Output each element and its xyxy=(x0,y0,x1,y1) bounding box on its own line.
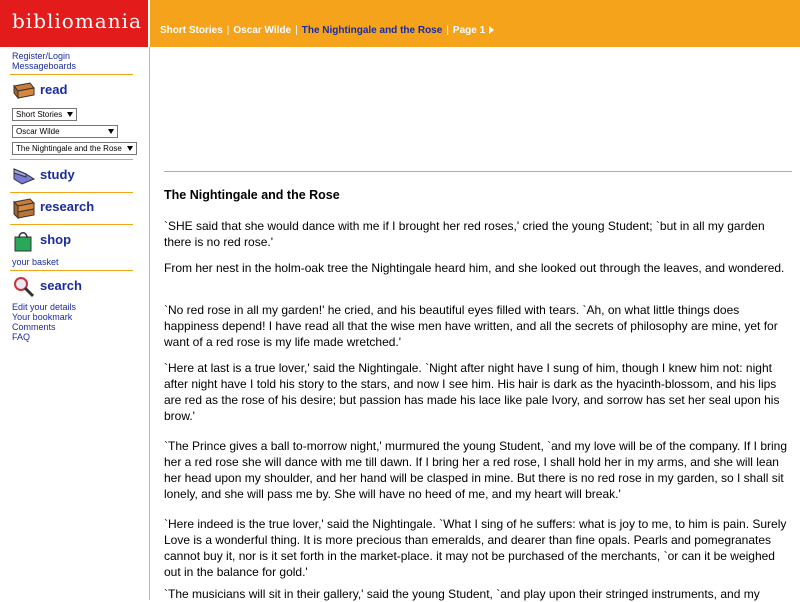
nav-research-label: research xyxy=(40,199,95,214)
breadcrumb-separator: | xyxy=(446,25,449,36)
faq-link[interactable]: FAQ xyxy=(12,332,31,342)
story-paragraph: `SHE said that she would dance with me if I brought her red roses,' cried the young Student; `but in all my garden there is no red rose.' xyxy=(164,219,765,249)
story-paragraph: `The musicians will sit in their gallery,' said the young Student, `and play upon their stringed instruments, and my xyxy=(164,587,760,601)
sidebar-divider xyxy=(10,159,133,160)
breadcrumb-separator: | xyxy=(226,25,230,36)
breadcrumb xyxy=(160,25,494,36)
nav-shop-label: shop xyxy=(40,232,72,247)
genre-select-value: Short Stories xyxy=(16,110,63,119)
content-divider xyxy=(164,171,792,172)
nav-study-label: study xyxy=(40,167,75,182)
page-title: The Nightingale and the Rose xyxy=(164,188,340,202)
title-select-value: The Nightingale and the Rose xyxy=(16,144,122,153)
title-select[interactable] xyxy=(12,142,137,155)
book-icon xyxy=(12,80,36,102)
comments-link[interactable]: Comments xyxy=(12,322,56,332)
bibliomania-logo[interactable] xyxy=(0,0,150,47)
breadcrumb-separator: | xyxy=(295,25,298,36)
research-books-icon xyxy=(12,197,36,219)
register-login-link[interactable]: Register/Login xyxy=(12,51,71,61)
story-paragraph: `Here at last is a true lover,' said the Nightingale. `Night after night have I sung of him, though I knew him not: night after night have I told his story to the stars, and now I see him. His hair is dark as the hyacinth-blossom, and his lips are red as the rose of his desire; but passion has made his lace like pale Ivory, and sorrow has set her seal upon his brow.' xyxy=(164,361,780,423)
story-paragraph: `The Prince gives a ball to-morrow night,' murmured the young Student, `and my love will be of the company. If I bring her a red rose she will dance with me till dawn. If I bring her a red rose, I shall hold her in my arms, and she will lean her head upon my shoulder, and her hand will be clasped in mine. But there is no red rose in my garden, so I shall sit lonely, and she will pass me by. She will have no heed of me, and my heart will break.' xyxy=(164,439,788,501)
chevron-down-icon xyxy=(67,112,73,117)
chevron-down-icon xyxy=(108,129,114,134)
sidebar xyxy=(0,47,150,600)
breadcrumb-page[interactable]: Page 1 xyxy=(452,25,486,36)
genre-select[interactable] xyxy=(12,108,77,121)
story-paragraph: `No red rose in all my garden!' he cried, and his beautiful eyes filled with tears. `Ah, on what little things does happiness depend! I have read all that the wise men have written, and all the secrets of philosophy are mine, yet for want of a red rose is my life made wretched.' xyxy=(164,303,778,349)
chevron-down-icon xyxy=(127,146,133,151)
logo-text: bibliomania xyxy=(12,9,142,33)
author-select[interactable] xyxy=(12,125,118,138)
edit-details-link[interactable]: Edit your details xyxy=(12,302,77,312)
your-bookmark-link[interactable]: Your bookmark xyxy=(12,312,73,322)
story-paragraph: `Here indeed is the true lover,' said the Nightingale. `What I sing of he suffers: what is joy to me, to him is pain. Surely Love is a wonderful thing. It is more precious than emeralds, and dearer than fine opals. Pearls and pomegranates cannot buy it, nor is it set forth in the market-place. it may not be purchased of the merchants, `or can it be weighed out in the balance for gold.' xyxy=(164,517,787,579)
breadcrumb-oscar-wilde[interactable]: Oscar Wilde xyxy=(233,25,292,36)
breadcrumb-current-story[interactable]: The Nightingale and the Rose xyxy=(301,25,443,36)
top-banner xyxy=(0,0,800,47)
study-book-icon xyxy=(12,165,36,187)
next-page-arrow-icon[interactable] xyxy=(489,26,494,34)
author-select-value: Oscar Wilde xyxy=(16,127,60,136)
sidebar-divider xyxy=(10,270,133,271)
nav-read-label: read xyxy=(40,82,68,97)
your-basket-link[interactable]: your basket xyxy=(12,257,59,267)
shopping-bag-icon xyxy=(12,230,36,252)
sidebar-divider xyxy=(10,192,133,193)
sidebar-divider xyxy=(10,224,133,225)
search-icon xyxy=(12,276,36,298)
sidebar-divider xyxy=(10,74,133,75)
messageboards-link[interactable]: Messageboards xyxy=(12,61,77,71)
story-paragraph: From her nest in the holm-oak tree the Nightingale heard him, and she looked out through the leaves, and wondered. xyxy=(164,261,785,275)
nav-search-label: search xyxy=(40,278,82,293)
breadcrumb-short-stories[interactable]: Short Stories xyxy=(160,25,223,36)
